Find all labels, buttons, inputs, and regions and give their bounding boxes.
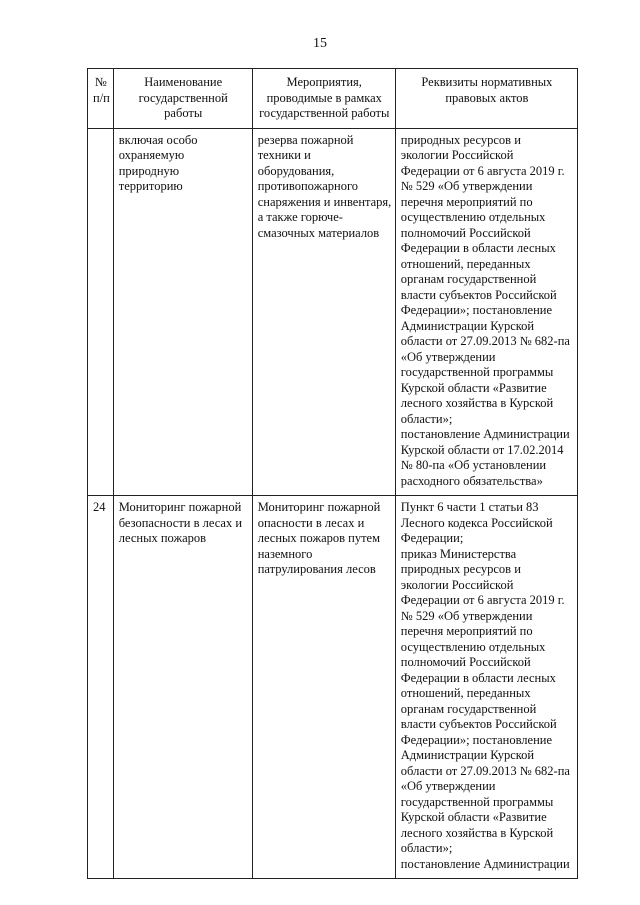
cell-text-line: п/п <box>93 90 110 105</box>
cell-text-line: № 529 «Об утверждении <box>400 608 533 623</box>
cell-text-line: отношений, переданных <box>400 686 531 700</box>
cell-text-line: противопожарного <box>257 179 359 193</box>
table-header-row <box>88 69 578 129</box>
cell-text-line: Федерации в области лесных <box>400 241 556 255</box>
cell-text-line: № 529 «Об утверждении <box>400 179 533 193</box>
cell-text-line: работы <box>164 106 203 120</box>
cell-text-line: природных ресурсов и <box>400 562 521 576</box>
cell-text-line: власти субъектов Российской <box>400 717 557 731</box>
row-name-cell <box>113 496 252 879</box>
cell-text-line: Федерации»; постановление <box>400 303 553 317</box>
cell-text-line: включая особо <box>118 132 198 147</box>
cell-text-line: Федерации в области лесных <box>400 670 556 685</box>
cell-text-line: отношений, переданных <box>400 256 531 271</box>
cell-text-line: безопасности в лесах и <box>118 515 243 530</box>
cell-text-line: правовых актов <box>445 90 529 105</box>
page-number: 15 <box>313 36 327 51</box>
cell-text-line: природных ресурсов и <box>400 132 521 147</box>
cell-text-line: техники и <box>257 148 311 162</box>
header-events <box>252 69 395 129</box>
cell-text-line: резерва пожарной <box>257 132 354 147</box>
cell-text-line: государственной работы <box>259 106 390 120</box>
cell-text-line: природную <box>118 163 180 178</box>
cell-text-line: охраняемую <box>118 148 185 162</box>
cell-text-line: № 80-па «Об установлении <box>400 458 547 472</box>
regulation-table <box>87 68 578 879</box>
cell-text-line: полномочий Российской <box>400 655 531 669</box>
cell-text-line: наземного <box>257 546 313 561</box>
cell-text-line: Лесного кодекса Российской <box>400 515 553 530</box>
cell-text-line: № <box>94 75 107 89</box>
cell-text-line: приказ Министерства <box>400 546 517 561</box>
cell-text-line: проводимые в рамках <box>266 90 382 105</box>
cell-text-line: патрулирования лесов <box>257 562 376 576</box>
cell-text-line: Пункт 6 части 1 статьи 83 <box>400 500 539 514</box>
table-row <box>88 128 578 496</box>
cell-text-line: власти субъектов Российской <box>400 287 557 302</box>
cell-text-line: области от 27.09.2013 № 682-па <box>400 763 570 778</box>
cell-text-line: постановление Администрации <box>400 856 570 871</box>
cell-text-line: Федерации от 6 августа 2019 г. <box>400 593 565 607</box>
cell-text-line: осуществлению отдельных <box>400 210 546 224</box>
cell-text-line: территорию <box>118 179 183 193</box>
cell-text-line: снаряжения и инвентаря, <box>257 194 392 209</box>
cell-text-line: государственной программы <box>400 794 554 809</box>
cell-text-line: Администрации Курской <box>400 318 535 333</box>
cell-text-line: области от 27.09.2013 № 682-па <box>400 334 570 348</box>
cell-text-line: опасности в лесах и <box>257 515 365 530</box>
cell-text-line: «Об утверждении <box>400 349 496 364</box>
header-work-name <box>113 69 252 129</box>
cell-text-line: Наименование <box>144 75 223 89</box>
row-number-cell <box>88 128 114 496</box>
cell-text-line: Федерации от 6 августа 2019 г. <box>400 163 565 178</box>
cell-text-line: экологии Российской <box>400 577 514 592</box>
cell-text-line: оборудования, <box>257 163 335 178</box>
cell-text-line: постановление Администрации <box>400 427 570 441</box>
header-legal-acts <box>395 69 577 129</box>
cell-text-line: Мониторинг пожарной <box>118 500 242 514</box>
table-row <box>88 496 578 879</box>
header-number <box>88 69 114 129</box>
cell-text-line: полномочий Российской <box>400 225 531 240</box>
row-events-cell <box>252 128 395 496</box>
cell-text-line: Администрации Курской <box>400 748 535 762</box>
row-name-cell <box>113 128 252 496</box>
cell-text-line: органам государственной <box>400 701 537 716</box>
cell-text-line: а также горюче- <box>257 210 343 224</box>
cell-text-line: Федерации»; постановление <box>400 732 553 747</box>
row-events-cell <box>252 496 395 879</box>
cell-text-line: государственной программы <box>400 365 554 379</box>
cell-text-line: расходного обязательства» <box>400 473 543 488</box>
cell-text-line: «Об утверждении <box>400 779 496 793</box>
cell-text-line: области»; <box>400 841 453 855</box>
cell-text-line: смазочных материалов <box>257 225 380 240</box>
cell-text-line: лесного хозяйства в Курской <box>400 396 554 410</box>
cell-text-line: Курской области от 17.02.2014 <box>400 442 564 457</box>
cell-text-line: осуществлению отдельных <box>400 639 546 654</box>
cell-text-line: лесных пожаров <box>118 531 207 545</box>
cell-text-line: Реквизиты нормативных <box>421 75 553 89</box>
row-acts-cell <box>395 496 577 879</box>
cell-text-line: лесных пожаров путем <box>257 531 381 545</box>
cell-text-line: лесного хозяйства в Курской <box>400 825 554 840</box>
row-number-cell: 24 <box>88 496 114 879</box>
cell-text-line: органам государственной <box>400 272 537 286</box>
cell-text-line: экологии Российской <box>400 148 514 162</box>
cell-text-line: Мониторинг пожарной <box>257 500 381 514</box>
cell-text-line: перечня мероприятий по <box>400 194 533 209</box>
cell-text-line: Федерации; <box>400 531 464 545</box>
cell-text-line: перечня мероприятий по <box>400 624 533 638</box>
row-acts-cell <box>395 128 577 496</box>
cell-text-line: Мероприятия, <box>286 75 362 89</box>
cell-text-line: Курской области «Развитие <box>400 810 547 824</box>
cell-text-line: Курской области «Развитие <box>400 380 547 395</box>
cell-text-line: государственной <box>138 90 228 105</box>
cell-text-line: области»; <box>400 411 453 426</box>
